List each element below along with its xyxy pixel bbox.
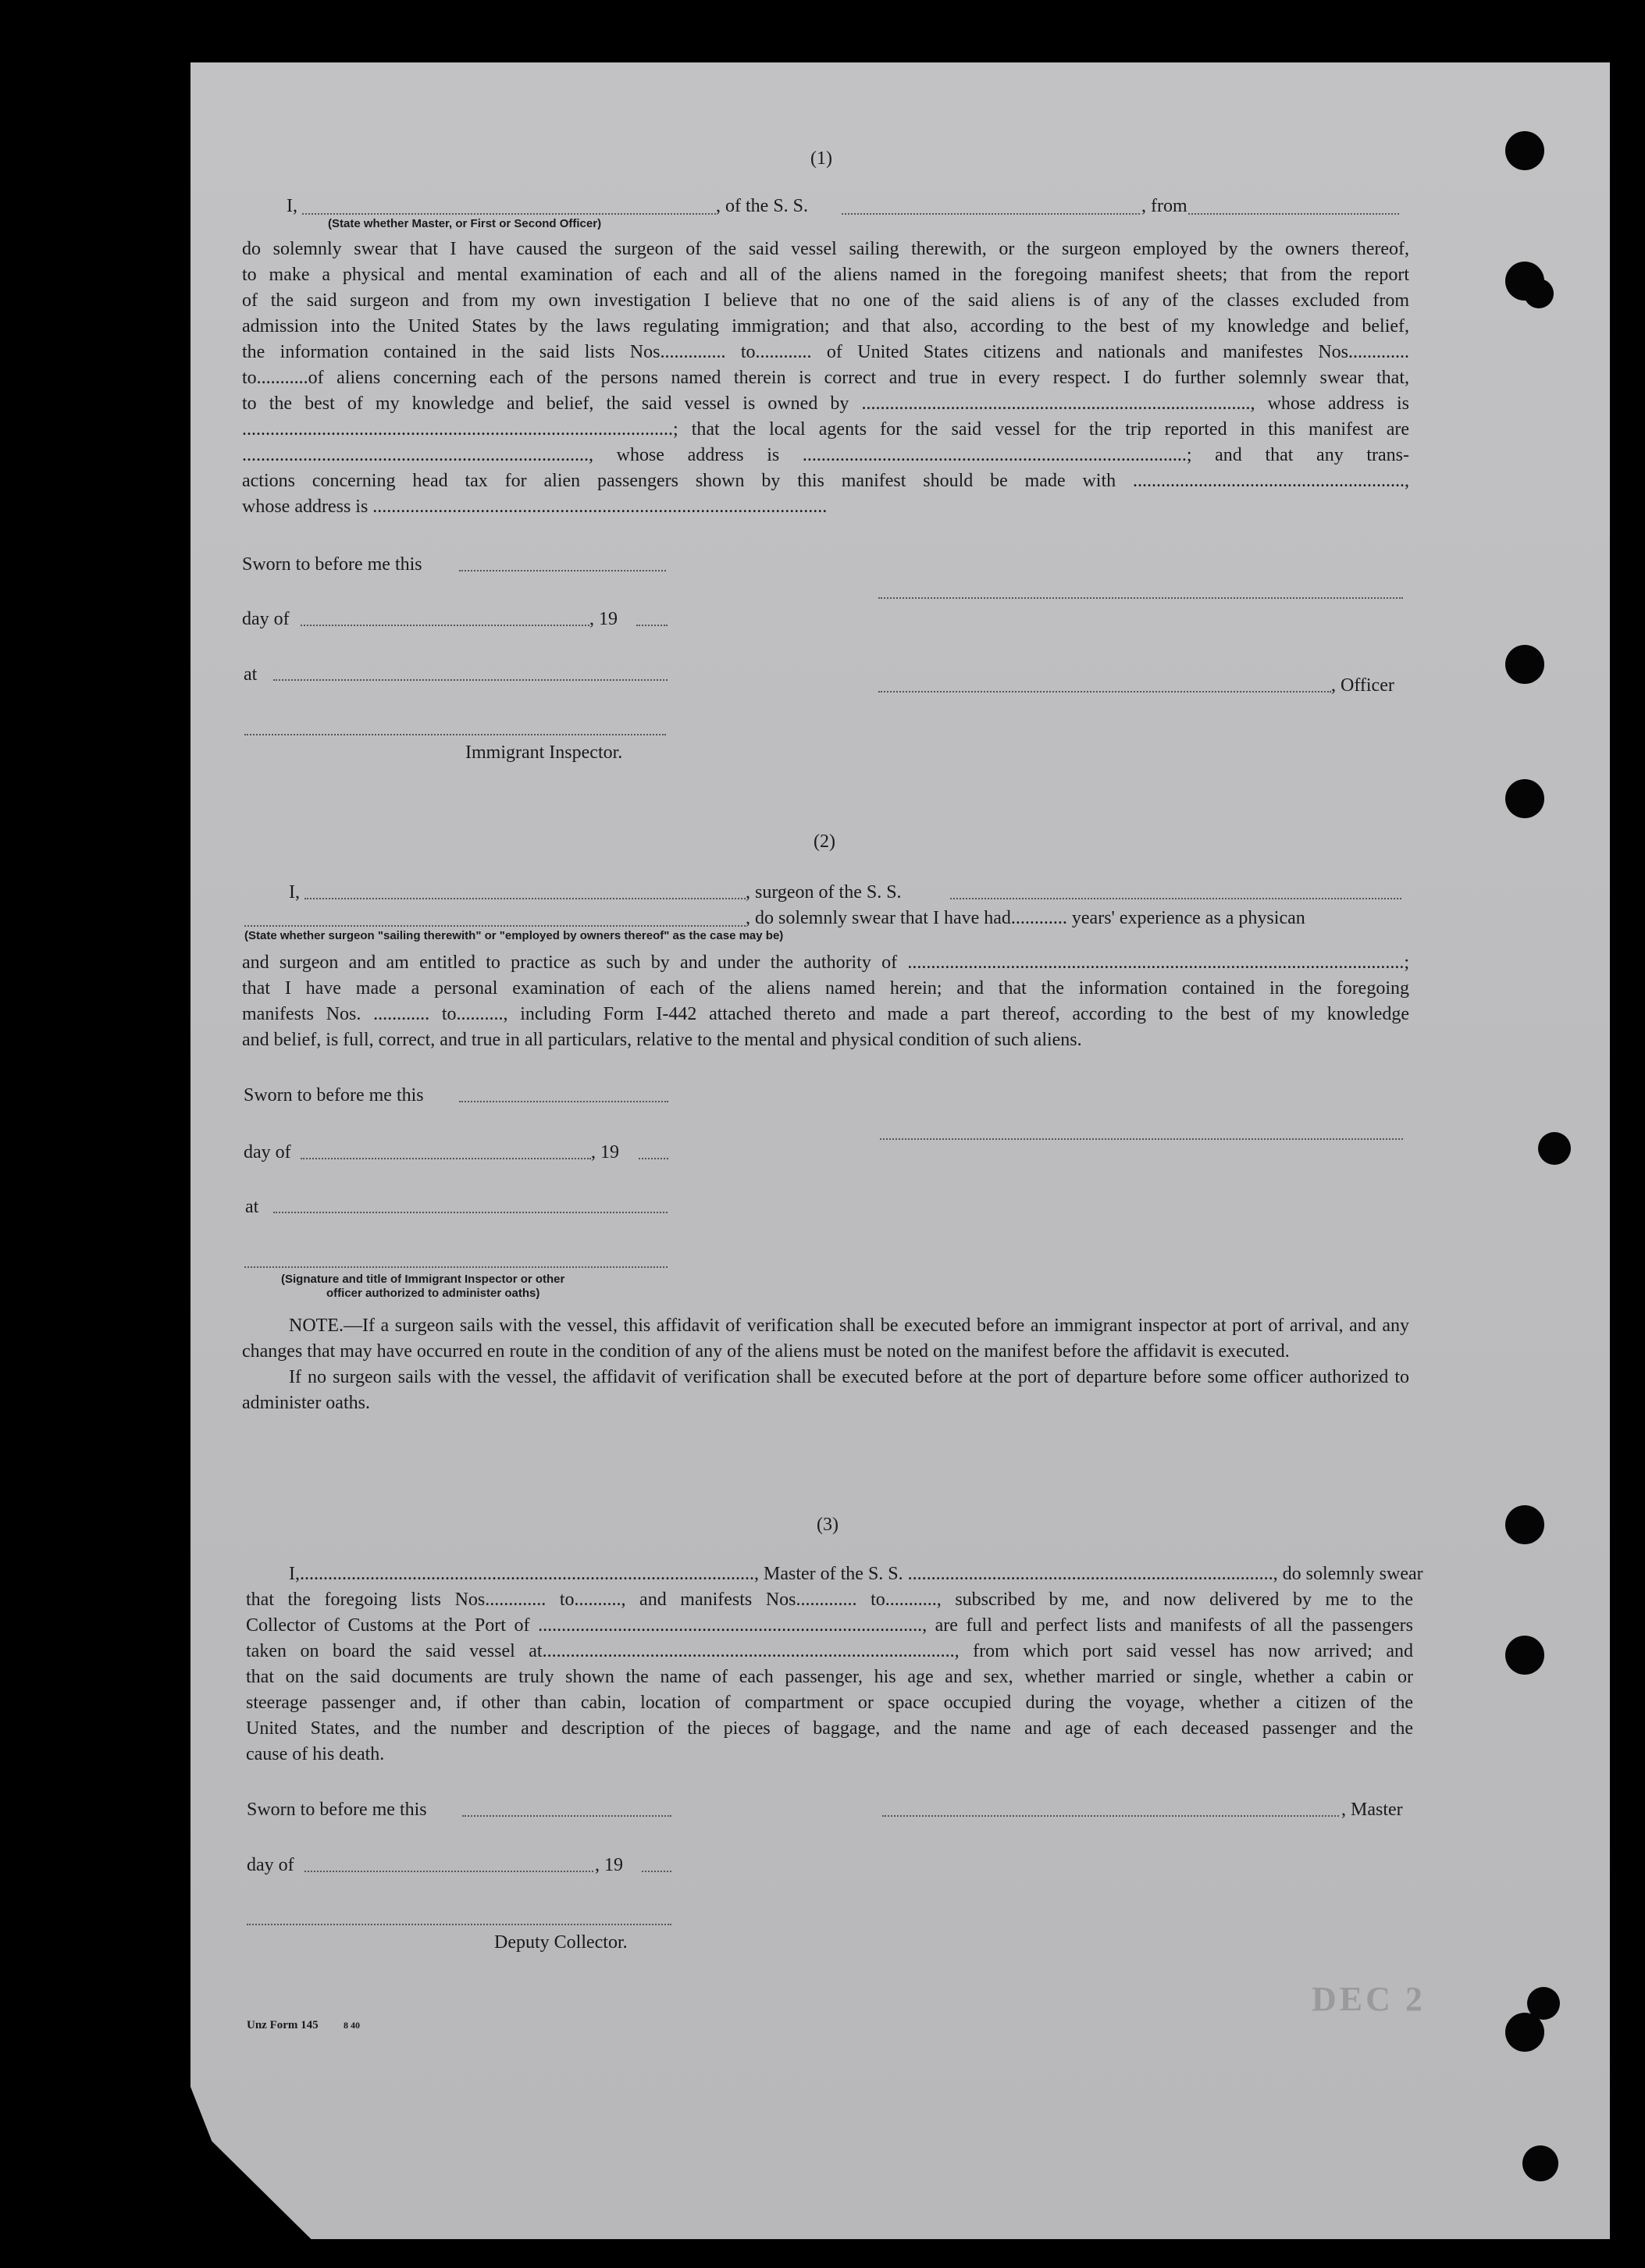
section-1-body [242, 237, 1409, 520]
section-2-number: (2) [814, 831, 835, 852]
sworn-date-blank-3[interactable] [462, 1815, 671, 1817]
sworn-date-blank-2[interactable] [459, 1101, 668, 1102]
body-line: I,................................................................................................., Master of the S. S. .............................................................................., do solemnly swear [289, 1564, 1423, 1584]
oath-2-surgeon-of: , surgeon of the S. S. [746, 882, 902, 903]
officer-caption: (State whether Master, or First or Second Officer) [328, 217, 602, 230]
body-line: do solemnly swear that I have caused the surgeon of the said vessel sailing therewith, or the surgeon employed by the owners thereof, [242, 239, 1409, 259]
officer-label: , Officer [1331, 675, 1394, 696]
note-paragraph-2: If no surgeon sails with the vessel, the affidavit of verification shall be executed before at the port of departure before some officer authorized to administer oaths. [242, 1367, 1409, 1413]
section-3-number: (3) [817, 1515, 839, 1535]
body-line: admission into the United States by the laws regulating immigration; and that also, according to the best of my knowledge and belief, [242, 316, 1409, 336]
binder-hole-8 [1505, 1636, 1544, 1675]
at-blank-2[interactable] [273, 1212, 668, 1213]
officer-signature-top-line[interactable] [878, 597, 1403, 599]
section-2-body [242, 950, 1409, 1053]
year-blank-1[interactable] [636, 625, 668, 626]
binder-hole-6 [1538, 1132, 1571, 1165]
body-line: .........................................................................., whose address is ..................................................................................; and that any trans- [242, 445, 1409, 465]
form-revision: 8 40 [344, 2020, 360, 2031]
body-line: the information contained in the said lists Nos.............. to............ of United States citizens and nationals and manifestes Nos............. [242, 342, 1409, 362]
year-label-1: , 19 [589, 609, 618, 629]
binder-hole-3 [1524, 279, 1554, 308]
note-paragraph-1: NOTE.—If a surgeon sails with the vessel, this affidavit of verification shall be executed before an immigrant inspector at port of arrival, and any changes that may have occurred en route in the condition of any of the aliens must be noted on the manifest before the affidavit is executed. [242, 1316, 1409, 1362]
year-label-2: , 19 [591, 1142, 619, 1162]
body-line: cause of his death. [246, 1744, 385, 1764]
section-2-note [242, 1313, 1409, 1416]
ship-name-blank-2[interactable] [950, 898, 1401, 899]
body-line: to make a physical and mental examination of each and all of the aliens named in the foregoing manifest sheets; that from the report [242, 265, 1409, 285]
officer-signature-line[interactable] [878, 691, 1331, 693]
year-blank-3[interactable] [642, 1871, 671, 1872]
at-label-2: at [245, 1197, 259, 1217]
surgeon-name-blank[interactable] [304, 898, 746, 899]
sworn-label-3: Sworn to before me this [247, 1800, 427, 1820]
surgeon-signature-line[interactable] [880, 1138, 1403, 1140]
binder-hole-5 [1505, 779, 1544, 818]
faded-date-stamp: DEC 2 [1312, 1980, 1426, 2018]
body-line: and belief, is full, correct, and true in all particulars, relative to the mental and physical condition of such aliens. [242, 1030, 1082, 1050]
officer-name-blank[interactable] [302, 213, 716, 215]
inspector-label: Immigrant Inspector. [465, 742, 623, 763]
body-line: actions concerning head tax for alien passengers shown by this manifest should be made with .........................................................., [242, 471, 1409, 491]
day-of-label-1: day of [242, 609, 290, 629]
binder-hole-1 [1505, 131, 1544, 170]
body-line: whose address is ................................................................................................. [242, 497, 828, 517]
oath-2-swear: , do solemnly swear that I have had............ years' experience as a physican [746, 908, 1305, 928]
body-line: of the said surgeon and from my own investigation I believe that no one of the said aliens is of any of the classes excluded from [242, 290, 1409, 311]
departure-port-blank-1[interactable] [1188, 213, 1399, 215]
body-line: to...........of aliens concerning each of the persons named therein is correct and true in every respect. I do further solemnly swear that, [242, 368, 1409, 388]
oath-1-from: , from [1141, 196, 1187, 216]
collector-label: Deputy Collector. [494, 1932, 628, 1953]
oath-1-i: I, [287, 196, 297, 216]
master-label: , Master [1341, 1800, 1403, 1820]
body-line: Collector of Customs at the Port of .................................................................................., are full and perfect lists and manifests of all the passengers [246, 1615, 1413, 1636]
body-line: that the foregoing lists Nos............. to.........., and manifests Nos............. to..........., subscribed by me, and now delivered by me to the [246, 1590, 1413, 1610]
body-line: that I have made a personal examination of each of the aliens named herein; and that the information contained in the foregoing [242, 978, 1409, 999]
inspector-signature-line-2[interactable] [244, 1266, 668, 1268]
surgeon-type-blank[interactable] [244, 925, 746, 927]
body-line: taken on board the said vessel at........................................................................................, from which port said vessel has now arrived; and [246, 1641, 1413, 1661]
binder-hole-11 [1522, 2145, 1558, 2181]
signature-caption-2: officer authorized to administer oaths) [326, 1287, 540, 1300]
day-of-blank-1[interactable] [301, 625, 589, 626]
body-line: that on the said documents are truly shown the name of each passenger, his age and sex, whether married or single, whether a cabin or [246, 1667, 1413, 1687]
sworn-label-2: Sworn to before me this [244, 1085, 424, 1106]
binder-hole-4 [1505, 645, 1544, 684]
day-of-label-3: day of [247, 1855, 294, 1875]
inspector-signature-line[interactable] [244, 734, 666, 735]
surgeon-caption: (State whether surgeon "sailing therewith" or "employed by owners thereof" as the case may be) [244, 929, 784, 942]
signature-caption-1: (Signature and title of Immigrant Inspector or other [281, 1273, 565, 1286]
master-signature-line[interactable] [882, 1815, 1339, 1817]
body-line: steerage passenger and, if other than cabin, location of compartment or space occupied during the voyage, whether a citizen of the [246, 1693, 1413, 1713]
body-line: to the best of my knowledge and belief, the said vessel is owned by ..................................................................................., whose address is [242, 393, 1409, 414]
section-1-number: (1) [810, 148, 832, 169]
section-3-body [246, 1561, 1423, 1768]
sworn-label-1: Sworn to before me this [242, 554, 422, 575]
form-id: Unz Form 145 [247, 2019, 319, 2031]
body-line: manifests Nos. ............ to.........., including Form I-442 attached thereto and made a part thereof, according to the best of my knowledge [242, 1004, 1409, 1024]
binder-hole-7 [1505, 1505, 1544, 1544]
body-line: ............................................................................................; that the local agents for the said vessel for the trip reported in this manifest are [242, 419, 1409, 440]
binder-hole-10 [1505, 2013, 1544, 2052]
body-line: and surgeon and am entitled to practice as such by and under the authority of ..........................................................................................................; [242, 952, 1409, 973]
body-line: United States, and the number and description of the pieces of baggage, and the name and age of each deceased passenger and the [246, 1718, 1413, 1739]
day-of-label-2: day of [244, 1142, 291, 1162]
oath-1-of-ss: , of the S. S. [716, 196, 809, 216]
ship-name-blank-1[interactable] [842, 213, 1140, 215]
day-of-blank-2[interactable] [301, 1158, 591, 1159]
year-label-3: , 19 [595, 1855, 623, 1875]
sworn-date-blank-1[interactable] [459, 570, 666, 571]
day-of-blank-3[interactable] [304, 1871, 593, 1872]
year-blank-2[interactable] [639, 1158, 668, 1159]
at-label-1: at [244, 664, 258, 685]
collector-signature-line[interactable] [247, 1924, 671, 1925]
oath-2-i: I, [289, 882, 300, 903]
at-blank-1[interactable] [273, 679, 668, 681]
